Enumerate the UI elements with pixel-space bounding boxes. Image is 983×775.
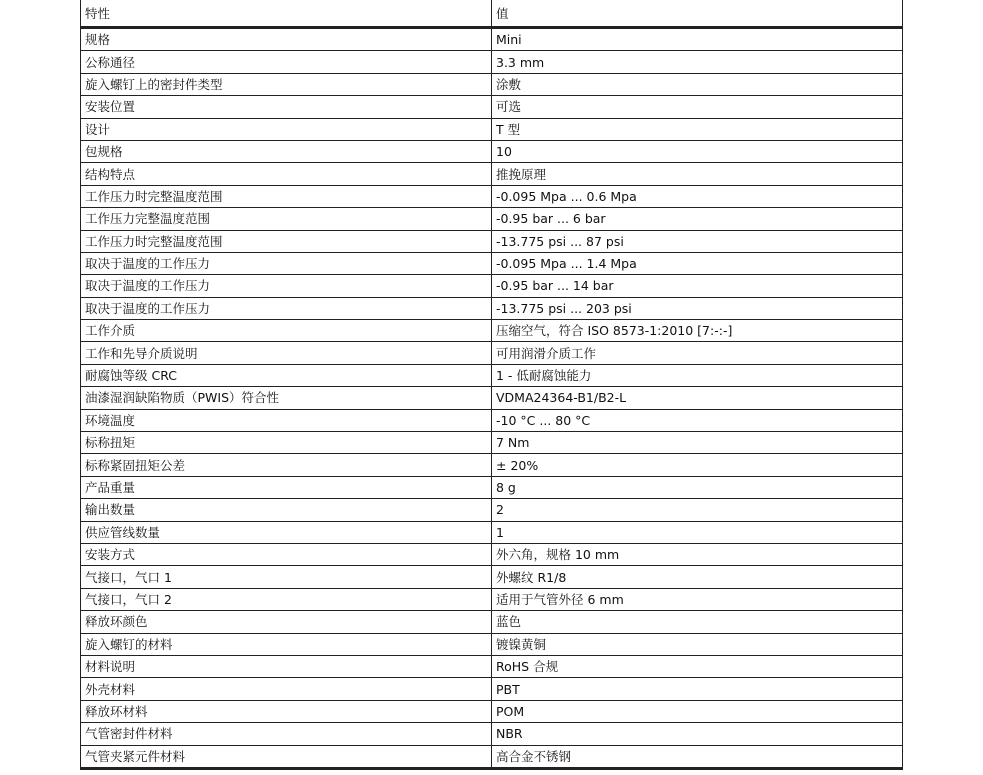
table-header-row bbox=[81, 0, 903, 28]
value-cell: PBT bbox=[492, 678, 903, 700]
value-cell: 可用润滑介质工作 bbox=[492, 342, 903, 364]
property-cell: 结构特点 bbox=[81, 163, 492, 185]
spec-table bbox=[80, 0, 903, 770]
table-row bbox=[81, 700, 903, 722]
table-row bbox=[81, 208, 903, 230]
property-cell: 气管密封件材料 bbox=[81, 723, 492, 745]
value-cell: Mini bbox=[492, 28, 903, 51]
value-cell: POM bbox=[492, 700, 903, 722]
table-row bbox=[81, 655, 903, 677]
table-row bbox=[81, 633, 903, 655]
property-cell: 设计 bbox=[81, 118, 492, 140]
property-cell: 释放环材料 bbox=[81, 700, 492, 722]
property-cell: 释放环颜色 bbox=[81, 611, 492, 633]
table-row bbox=[81, 51, 903, 73]
property-cell: 旋入螺钉的材料 bbox=[81, 633, 492, 655]
property-cell: 旋入螺钉上的密封件类型 bbox=[81, 73, 492, 95]
table-row bbox=[81, 409, 903, 431]
value-cell: 8 g bbox=[492, 476, 903, 498]
value-cell: 1 - 低耐腐蚀能力 bbox=[492, 364, 903, 386]
table-row bbox=[81, 566, 903, 588]
value-cell: 压缩空气，符合 ISO 8573-1:2010 [7:-:-] bbox=[492, 320, 903, 342]
table-row bbox=[81, 252, 903, 274]
value-cell: -0.095 Mpa ... 1.4 Mpa bbox=[492, 252, 903, 274]
property-cell: 环境温度 bbox=[81, 409, 492, 431]
property-cell: 材料说明 bbox=[81, 655, 492, 677]
property-cell: 输出数量 bbox=[81, 499, 492, 521]
value-cell: 1 bbox=[492, 521, 903, 543]
property-cell: 耐腐蚀等级 CRC bbox=[81, 364, 492, 386]
table-row bbox=[81, 96, 903, 118]
value-cell: 蓝色 bbox=[492, 611, 903, 633]
value-cell: 高合金不锈钢 bbox=[492, 745, 903, 768]
table-row bbox=[81, 521, 903, 543]
table-row bbox=[81, 275, 903, 297]
table-row bbox=[81, 230, 903, 252]
property-cell: 气管夹紧元件材料 bbox=[81, 745, 492, 768]
table-row bbox=[81, 28, 903, 51]
property-cell: 工作压力时完整温度范围 bbox=[81, 230, 492, 252]
value-cell: 2 bbox=[492, 499, 903, 521]
property-cell: 外壳材料 bbox=[81, 678, 492, 700]
value-cell: -0.095 Mpa ... 0.6 Mpa bbox=[492, 185, 903, 207]
value-cell: -10 °C ... 80 °C bbox=[492, 409, 903, 431]
property-cell: 取决于温度的工作压力 bbox=[81, 275, 492, 297]
table-row bbox=[81, 140, 903, 162]
value-cell: 镀镍黄铜 bbox=[492, 633, 903, 655]
property-cell: 工作介质 bbox=[81, 320, 492, 342]
value-cell: -13.775 psi ... 203 psi bbox=[492, 297, 903, 319]
property-cell: 包规格 bbox=[81, 140, 492, 162]
property-cell: 气接口，气口 1 bbox=[81, 566, 492, 588]
property-cell: 安装位置 bbox=[81, 96, 492, 118]
property-cell: 规格 bbox=[81, 28, 492, 51]
table-row bbox=[81, 387, 903, 409]
value-cell: -0.95 bar ... 14 bar bbox=[492, 275, 903, 297]
table-row bbox=[81, 73, 903, 95]
header-property: 特性 bbox=[81, 0, 492, 28]
value-cell: ± 20% bbox=[492, 454, 903, 476]
property-cell: 供应管线数量 bbox=[81, 521, 492, 543]
property-cell: 产品重量 bbox=[81, 476, 492, 498]
table-row bbox=[81, 297, 903, 319]
value-cell: VDMA24364-B1/B2-L bbox=[492, 387, 903, 409]
table-row bbox=[81, 476, 903, 498]
property-cell: 取决于温度的工作压力 bbox=[81, 297, 492, 319]
table-row bbox=[81, 611, 903, 633]
value-cell: 10 bbox=[492, 140, 903, 162]
value-cell: 3.3 mm bbox=[492, 51, 903, 73]
table-row bbox=[81, 723, 903, 745]
table-row bbox=[81, 342, 903, 364]
property-cell: 工作和先导介质说明 bbox=[81, 342, 492, 364]
table-row bbox=[81, 320, 903, 342]
table-row bbox=[81, 163, 903, 185]
value-cell: 7 Nm bbox=[492, 432, 903, 454]
property-cell: 工作压力完整温度范围 bbox=[81, 208, 492, 230]
property-cell: 安装方式 bbox=[81, 543, 492, 565]
value-cell: T 型 bbox=[492, 118, 903, 140]
value-cell: -13.775 psi ... 87 psi bbox=[492, 230, 903, 252]
table-row bbox=[81, 745, 903, 768]
table-row bbox=[81, 588, 903, 610]
table-row bbox=[81, 432, 903, 454]
table-row bbox=[81, 678, 903, 700]
value-cell: 推挽原理 bbox=[492, 163, 903, 185]
property-cell: 公称通径 bbox=[81, 51, 492, 73]
value-cell: 适用于气管外径 6 mm bbox=[492, 588, 903, 610]
table-row bbox=[81, 364, 903, 386]
value-cell: NBR bbox=[492, 723, 903, 745]
value-cell: 外六角，规格 10 mm bbox=[492, 543, 903, 565]
header-value: 值 bbox=[492, 0, 903, 28]
property-cell: 气接口，气口 2 bbox=[81, 588, 492, 610]
value-cell: RoHS 合规 bbox=[492, 655, 903, 677]
table-row bbox=[81, 118, 903, 140]
property-cell: 标称扭矩 bbox=[81, 432, 492, 454]
value-cell: -0.95 bar ... 6 bar bbox=[492, 208, 903, 230]
table-row bbox=[81, 499, 903, 521]
value-cell: 涂敷 bbox=[492, 73, 903, 95]
property-cell: 工作压力时完整温度范围 bbox=[81, 185, 492, 207]
value-cell: 可选 bbox=[492, 96, 903, 118]
property-cell: 油漆湿润缺陷物质（PWIS）符合性 bbox=[81, 387, 492, 409]
property-cell: 标称紧固扭矩公差 bbox=[81, 454, 492, 476]
value-cell: 外螺纹 R1/8 bbox=[492, 566, 903, 588]
table-row bbox=[81, 185, 903, 207]
table-row bbox=[81, 543, 903, 565]
property-cell: 取决于温度的工作压力 bbox=[81, 252, 492, 274]
table-row bbox=[81, 454, 903, 476]
